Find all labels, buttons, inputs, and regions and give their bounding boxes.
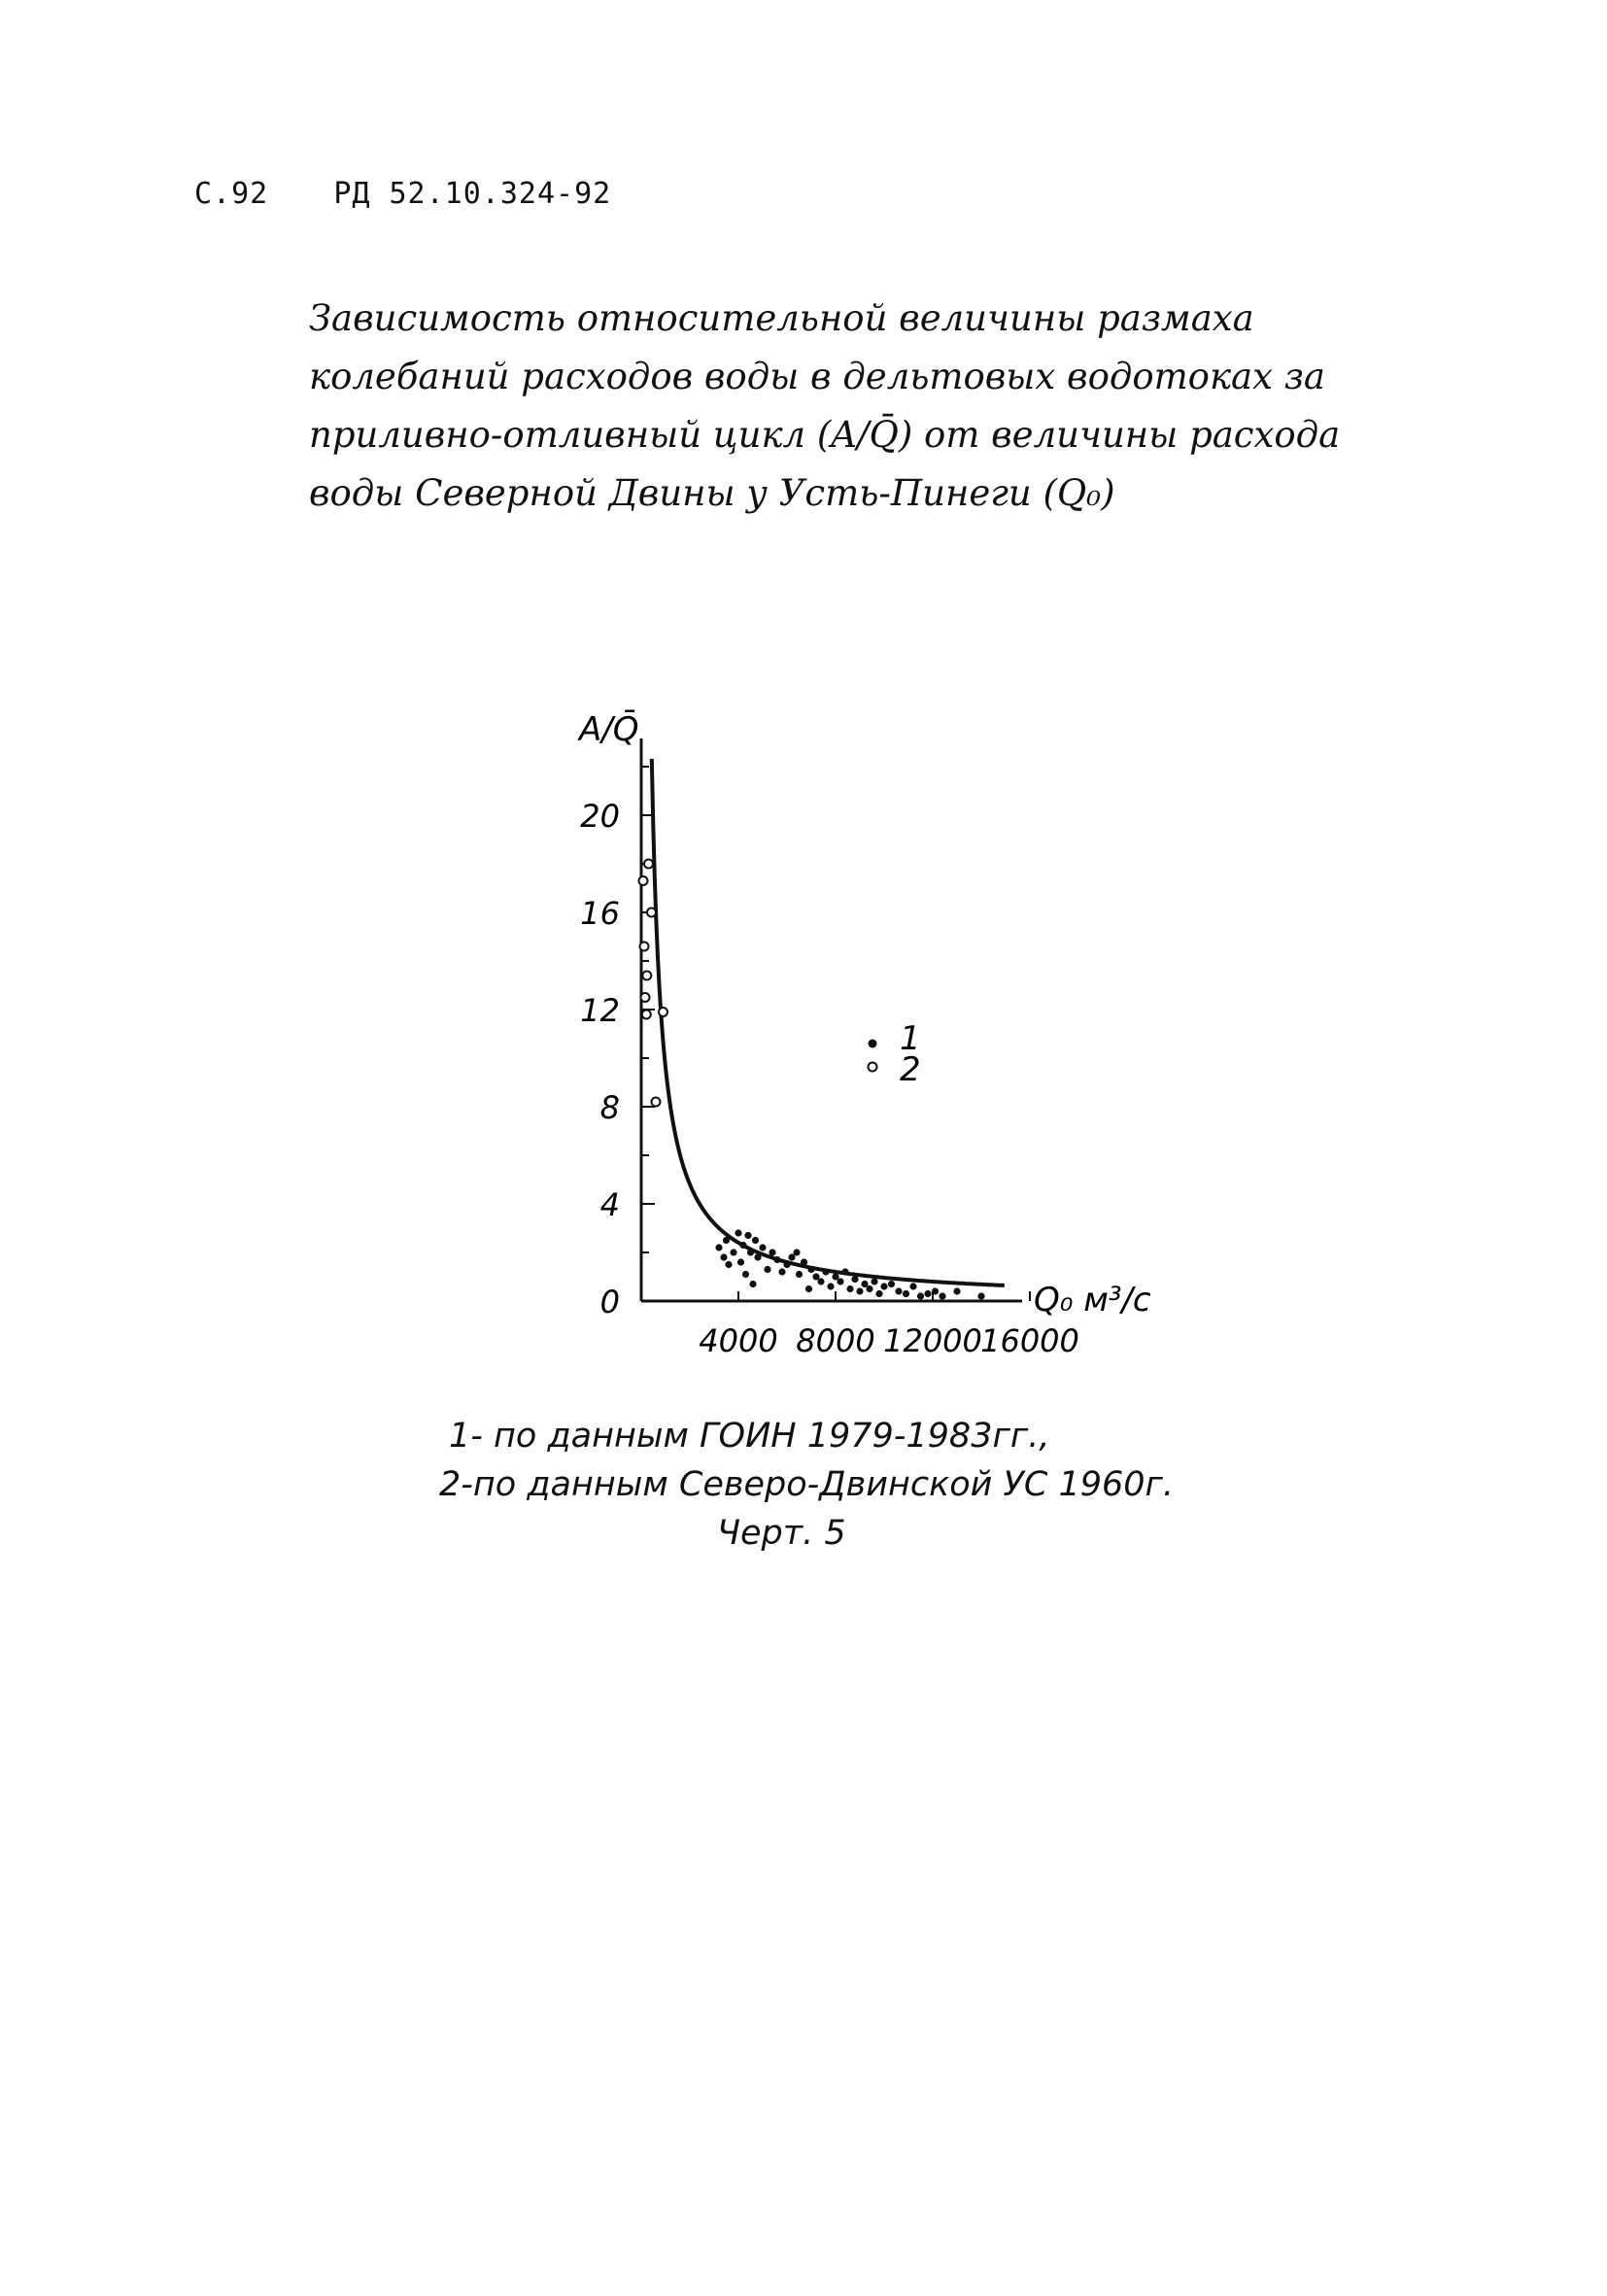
data-point-series-1	[801, 1258, 807, 1265]
page-number: С.92	[194, 177, 269, 211]
data-point-series-1	[822, 1268, 829, 1275]
data-point-series-2	[647, 908, 656, 917]
y-tick-label: 8	[599, 1089, 620, 1126]
data-point-series-1	[769, 1249, 775, 1255]
data-point-series-1	[846, 1285, 853, 1292]
data-point-series-1	[917, 1292, 924, 1299]
y-tick-label: 12	[580, 992, 620, 1029]
data-point-series-2	[652, 1098, 661, 1107]
title-line: колебаний расходов воды в дельтовых водотоках за	[309, 356, 1325, 397]
data-point-series-2	[639, 876, 648, 885]
legend	[869, 1019, 921, 1089]
data-point-series-1	[742, 1271, 749, 1278]
data-point-series-1	[953, 1287, 960, 1294]
data-point-series-1	[841, 1268, 848, 1275]
caption-source-1: 1- по данным ГОИН 1979-1983гг.,	[449, 1417, 1050, 1456]
data-point-series-1	[805, 1285, 812, 1292]
y-axis-label: A/Q̄	[579, 710, 639, 749]
data-point-series-1	[730, 1249, 736, 1255]
data-point-series-1	[895, 1287, 902, 1294]
data-point-series-2	[659, 1008, 667, 1016]
data-point-series-1	[796, 1271, 803, 1278]
data-point-series-1	[817, 1278, 824, 1285]
data-point-series-1	[856, 1287, 863, 1294]
y-tick-label: 16	[580, 895, 620, 932]
data-point-series-1	[939, 1292, 945, 1299]
figure-number: Черт. 5	[717, 1514, 846, 1553]
fit-curve	[652, 759, 1005, 1285]
data-point-series-1	[735, 1229, 741, 1236]
data-point-series-1	[737, 1258, 744, 1265]
data-point-series-1	[880, 1283, 887, 1289]
y-tick-label: 20	[580, 798, 620, 835]
data-point-series-2	[642, 972, 651, 980]
data-point-series-1	[783, 1261, 790, 1268]
x-tick-label: 16000	[980, 1322, 1079, 1359]
title-line: воды Северной Двины у Усть-Пинеги (Q₀)	[309, 472, 1115, 514]
data-point-series-1	[932, 1287, 939, 1294]
data-point-series-1	[793, 1249, 800, 1255]
data-point-series-1	[851, 1276, 858, 1283]
data-point-series-1	[752, 1237, 759, 1244]
data-point-series-1	[720, 1253, 727, 1260]
data-point-series-1	[759, 1244, 766, 1251]
data-point-series-1	[837, 1278, 843, 1285]
y-tick-label: 0	[599, 1284, 620, 1320]
data-point-series-1	[723, 1237, 730, 1244]
data-point-series-2	[644, 860, 653, 869]
data-point-series-1	[754, 1253, 761, 1260]
x-tick-label: 4000	[699, 1322, 778, 1359]
document-id: РД 52.10.324-92	[333, 177, 612, 211]
data-point-series-1	[739, 1242, 746, 1249]
x-tick-label: 12000	[883, 1322, 982, 1359]
data-point-series-1	[773, 1256, 780, 1263]
data-point-series-2	[640, 942, 649, 951]
legend-label-1: 1	[900, 1019, 921, 1058]
x-axis-label: Q₀ м³/с	[1034, 1281, 1151, 1319]
data-point-series-1	[909, 1283, 916, 1289]
data-point-series-1	[924, 1290, 931, 1297]
data-point-series-1	[875, 1290, 882, 1297]
data-point-series-1	[827, 1283, 834, 1289]
legend-marker-2	[869, 1063, 877, 1072]
legend-label-2: 2	[900, 1050, 921, 1089]
data-point-series-1	[744, 1232, 751, 1239]
data-point-series-1	[778, 1268, 785, 1275]
data-point-series-1	[764, 1266, 770, 1273]
x-tick-label: 8000	[796, 1322, 875, 1359]
data-point-series-1	[747, 1249, 754, 1255]
title-line: приливно-отливный цикл (A/Q̄) от величины расхода	[309, 414, 1341, 456]
data-point-series-2	[642, 1011, 651, 1019]
caption-source-2: 2-по данным Северо-Двинской УС 1960г.	[439, 1465, 1175, 1504]
title-line: Зависимость относительной величины размаха	[309, 297, 1254, 339]
data-point-series-1	[715, 1244, 722, 1251]
data-point-series-1	[903, 1290, 909, 1297]
y-tick-label: 4	[599, 1186, 620, 1223]
data-point-series-1	[725, 1261, 732, 1268]
data-point-series-1	[749, 1281, 756, 1287]
legend-marker-1	[869, 1040, 877, 1048]
data-point-series-1	[807, 1266, 814, 1273]
data-point-series-1	[977, 1292, 984, 1299]
data-point-series-1	[866, 1285, 872, 1292]
data-point-series-1	[871, 1278, 877, 1285]
data-point-series-1	[888, 1281, 895, 1287]
data-point-series-2	[641, 993, 650, 1002]
